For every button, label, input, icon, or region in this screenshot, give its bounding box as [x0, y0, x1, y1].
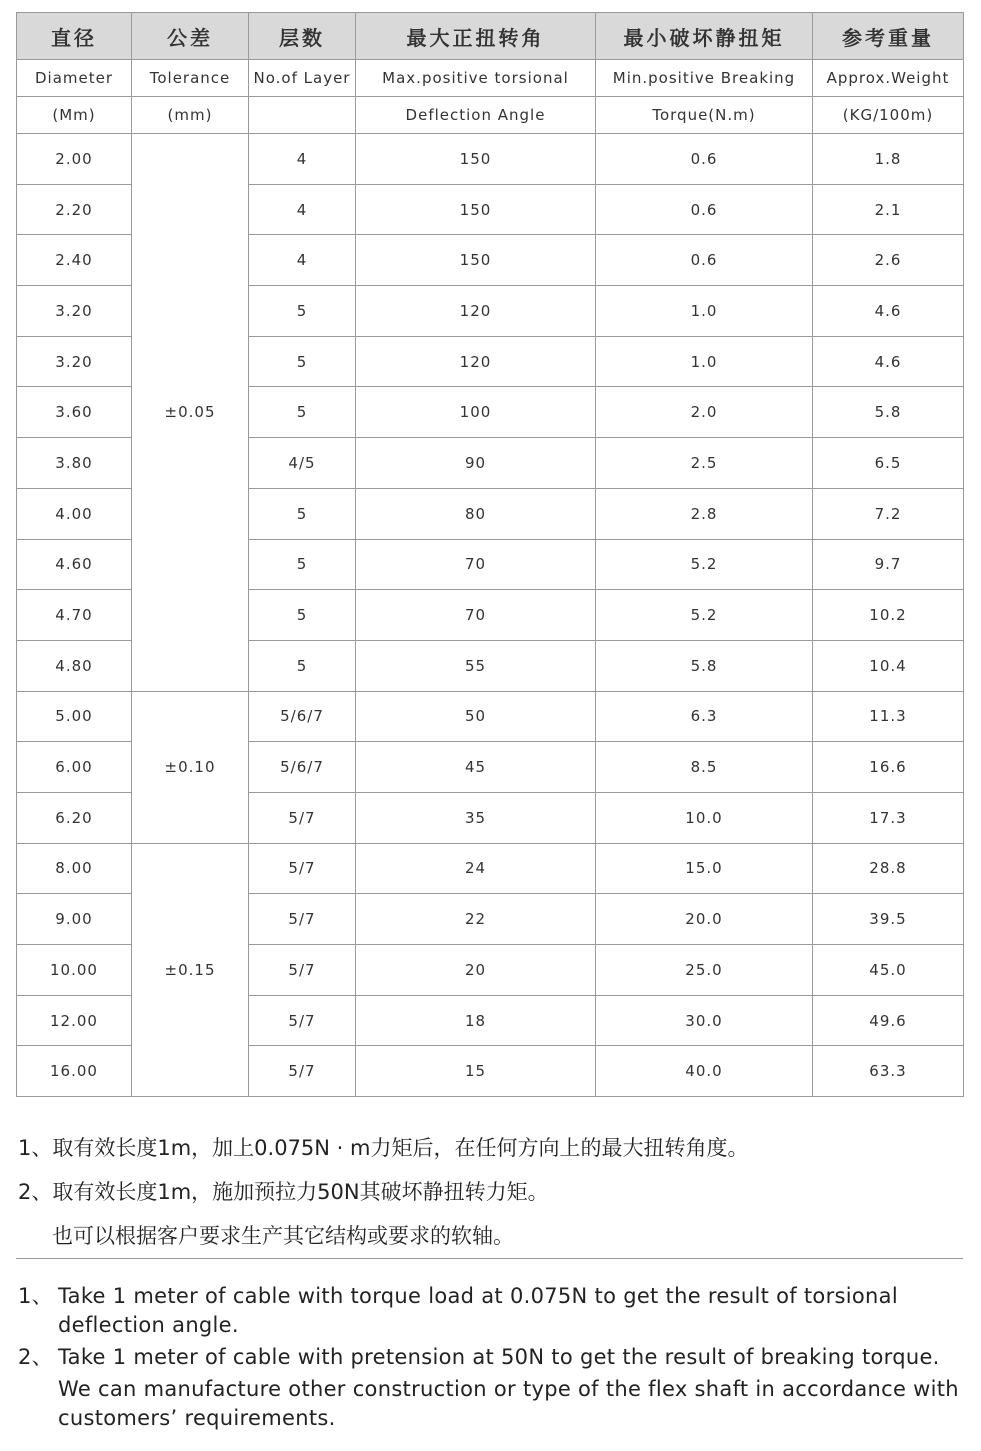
cell-layers: 5	[249, 336, 356, 387]
cell-weight: 10.4	[813, 640, 964, 691]
header-layers-en: No.of Layer	[249, 60, 356, 97]
cell-angle: 55	[356, 640, 596, 691]
cell-weight: 63.3	[813, 1046, 964, 1097]
cell-weight: 16.6	[813, 742, 964, 793]
cell-layers: 5	[249, 590, 356, 641]
cell-diameter: 2.40	[17, 235, 132, 286]
cell-weight: 17.3	[813, 792, 964, 843]
cell-diameter: 6.00	[17, 742, 132, 793]
cell-torque: 8.5	[596, 742, 813, 793]
cell-diameter: 2.00	[17, 134, 132, 185]
unit-tolerance: (mm)	[132, 97, 249, 134]
cell-layers: 5/7	[249, 995, 356, 1046]
cell-layers: 5	[249, 286, 356, 337]
notes-chinese	[18, 1126, 749, 1258]
cell-layers: 5/7	[249, 894, 356, 945]
cell-weight: 5.8	[813, 387, 964, 438]
cell-layers: 4	[249, 134, 356, 185]
header-torque-cn: 最小破坏静扭矩	[596, 13, 813, 60]
cell-layers: 5/6/7	[249, 742, 356, 793]
cell-angle: 150	[356, 134, 596, 185]
cell-weight: 49.6	[813, 995, 964, 1046]
cell-diameter: 8.00	[17, 843, 132, 894]
header-tolerance-en: Tolerance	[132, 60, 249, 97]
note-en-1	[18, 1282, 978, 1340]
cell-layers: 5	[249, 640, 356, 691]
cell-torque: 0.6	[596, 184, 813, 235]
cell-diameter: 3.60	[17, 387, 132, 438]
cell-torque: 30.0	[596, 995, 813, 1046]
header-angle-en: Max.positive torsional	[356, 60, 596, 97]
header-row-units	[17, 97, 964, 134]
cell-layers: 4/5	[249, 438, 356, 489]
notes-english	[18, 1282, 978, 1433]
cell-weight: 1.8	[813, 134, 964, 185]
cell-angle: 90	[356, 438, 596, 489]
header-torque-en: Min.positive Breaking	[596, 60, 813, 97]
note-en-2	[18, 1343, 978, 1372]
note-en-3: We can manufacture other construction or type of the flex shaft in accordance with customers’ requirements.	[58, 1377, 959, 1430]
cell-angle: 15	[356, 1046, 596, 1097]
cell-angle: 35	[356, 792, 596, 843]
cell-layers: 4	[249, 235, 356, 286]
table-row	[17, 843, 964, 894]
cell-tolerance: ±0.05	[132, 134, 249, 692]
cell-torque: 5.2	[596, 590, 813, 641]
note-en-1-text: Take 1 meter of cable with torque load at 0.075N to get the result of torsional deflection angle.	[58, 1284, 898, 1337]
cell-diameter: 3.80	[17, 438, 132, 489]
cell-diameter: 9.00	[17, 894, 132, 945]
cell-angle: 50	[356, 691, 596, 742]
cell-layers: 5/7	[249, 945, 356, 996]
cell-layers: 5/7	[249, 792, 356, 843]
cell-weight: 45.0	[813, 945, 964, 996]
cell-diameter: 12.00	[17, 995, 132, 1046]
cell-torque: 2.0	[596, 387, 813, 438]
cell-torque: 5.2	[596, 539, 813, 590]
cell-angle: 18	[356, 995, 596, 1046]
header-angle-cn: 最大正扭转角	[356, 13, 596, 60]
cell-diameter: 4.70	[17, 590, 132, 641]
spec-table	[16, 12, 964, 1097]
header-tolerance-cn: 公差	[132, 13, 249, 60]
cell-torque: 25.0	[596, 945, 813, 996]
cell-tolerance: ±0.15	[132, 843, 249, 1096]
cell-torque: 2.8	[596, 488, 813, 539]
cell-layers: 5/6/7	[249, 691, 356, 742]
cell-angle: 45	[356, 742, 596, 793]
cell-weight: 7.2	[813, 488, 964, 539]
cell-angle: 120	[356, 286, 596, 337]
note-cn-3: 也可以根据客户要求生产其它结构或要求的软轴。	[52, 1224, 514, 1248]
header-weight-en: Approx.Weight	[813, 60, 964, 97]
cell-torque: 1.0	[596, 286, 813, 337]
cell-angle: 22	[356, 894, 596, 945]
cell-torque: 20.0	[596, 894, 813, 945]
unit-torque: Torque(N.m)	[596, 97, 813, 134]
cell-torque: 10.0	[596, 792, 813, 843]
cell-diameter: 2.20	[17, 184, 132, 235]
header-weight-cn: 参考重量	[813, 13, 964, 60]
cell-torque: 2.5	[596, 438, 813, 489]
cell-weight: 6.5	[813, 438, 964, 489]
note-cn-2: 2、取有效长度1m，施加预拉力50N其破坏静扭转力矩。	[18, 1180, 549, 1204]
unit-weight: (KG/100m)	[813, 97, 964, 134]
cell-diameter: 5.00	[17, 691, 132, 742]
header-layers-cn: 层数	[249, 13, 356, 60]
cell-diameter: 4.60	[17, 539, 132, 590]
cell-diameter: 16.00	[17, 1046, 132, 1097]
cell-diameter: 6.20	[17, 792, 132, 843]
note-en-1-number: 1、	[18, 1284, 53, 1308]
header-row-en	[17, 60, 964, 97]
cell-layers: 5	[249, 539, 356, 590]
cell-layers: 5/7	[249, 1046, 356, 1097]
cell-torque: 40.0	[596, 1046, 813, 1097]
cell-angle: 24	[356, 843, 596, 894]
unit-diameter: (Mm)	[17, 97, 132, 134]
note-en-2-text: Take 1 meter of cable with pretension at 50N to get the result of breaking torque.	[58, 1345, 940, 1369]
cell-torque: 1.0	[596, 336, 813, 387]
header-diameter-en: Diameter	[17, 60, 132, 97]
cell-diameter: 3.20	[17, 336, 132, 387]
cell-weight: 11.3	[813, 691, 964, 742]
cell-layers: 5	[249, 488, 356, 539]
header-row-cn	[17, 13, 964, 60]
cell-layers: 5	[249, 387, 356, 438]
cell-weight: 9.7	[813, 539, 964, 590]
cell-diameter: 3.20	[17, 286, 132, 337]
divider	[16, 1258, 963, 1259]
note-en-2-number: 2、	[18, 1345, 53, 1369]
cell-weight: 4.6	[813, 286, 964, 337]
cell-weight: 4.6	[813, 336, 964, 387]
cell-angle: 20	[356, 945, 596, 996]
cell-angle: 150	[356, 184, 596, 235]
cell-torque: 0.6	[596, 134, 813, 185]
cell-weight: 39.5	[813, 894, 964, 945]
cell-torque: 0.6	[596, 235, 813, 286]
unit-layers	[249, 97, 356, 134]
header-diameter-cn: 直径	[17, 13, 132, 60]
unit-angle: Deflection Angle	[356, 97, 596, 134]
cell-diameter: 10.00	[17, 945, 132, 996]
cell-tolerance: ±0.10	[132, 691, 249, 843]
cell-angle: 120	[356, 336, 596, 387]
cell-diameter: 4.80	[17, 640, 132, 691]
cell-angle: 100	[356, 387, 596, 438]
cell-torque: 5.8	[596, 640, 813, 691]
cell-torque: 6.3	[596, 691, 813, 742]
cell-weight: 28.8	[813, 843, 964, 894]
note-cn-1: 1、取有效长度1m，加上0.075N · m力矩后，在任何方向上的最大扭转角度。	[18, 1136, 749, 1160]
table-row	[17, 134, 964, 185]
cell-layers: 4	[249, 184, 356, 235]
cell-layers: 5/7	[249, 843, 356, 894]
cell-angle: 150	[356, 235, 596, 286]
table-row	[17, 691, 964, 742]
cell-weight: 2.6	[813, 235, 964, 286]
cell-angle: 70	[356, 539, 596, 590]
cell-angle: 80	[356, 488, 596, 539]
cell-angle: 70	[356, 590, 596, 641]
cell-weight: 2.1	[813, 184, 964, 235]
spec-table-body	[17, 134, 964, 1097]
cell-diameter: 4.00	[17, 488, 132, 539]
cell-torque: 15.0	[596, 843, 813, 894]
cell-weight: 10.2	[813, 590, 964, 641]
